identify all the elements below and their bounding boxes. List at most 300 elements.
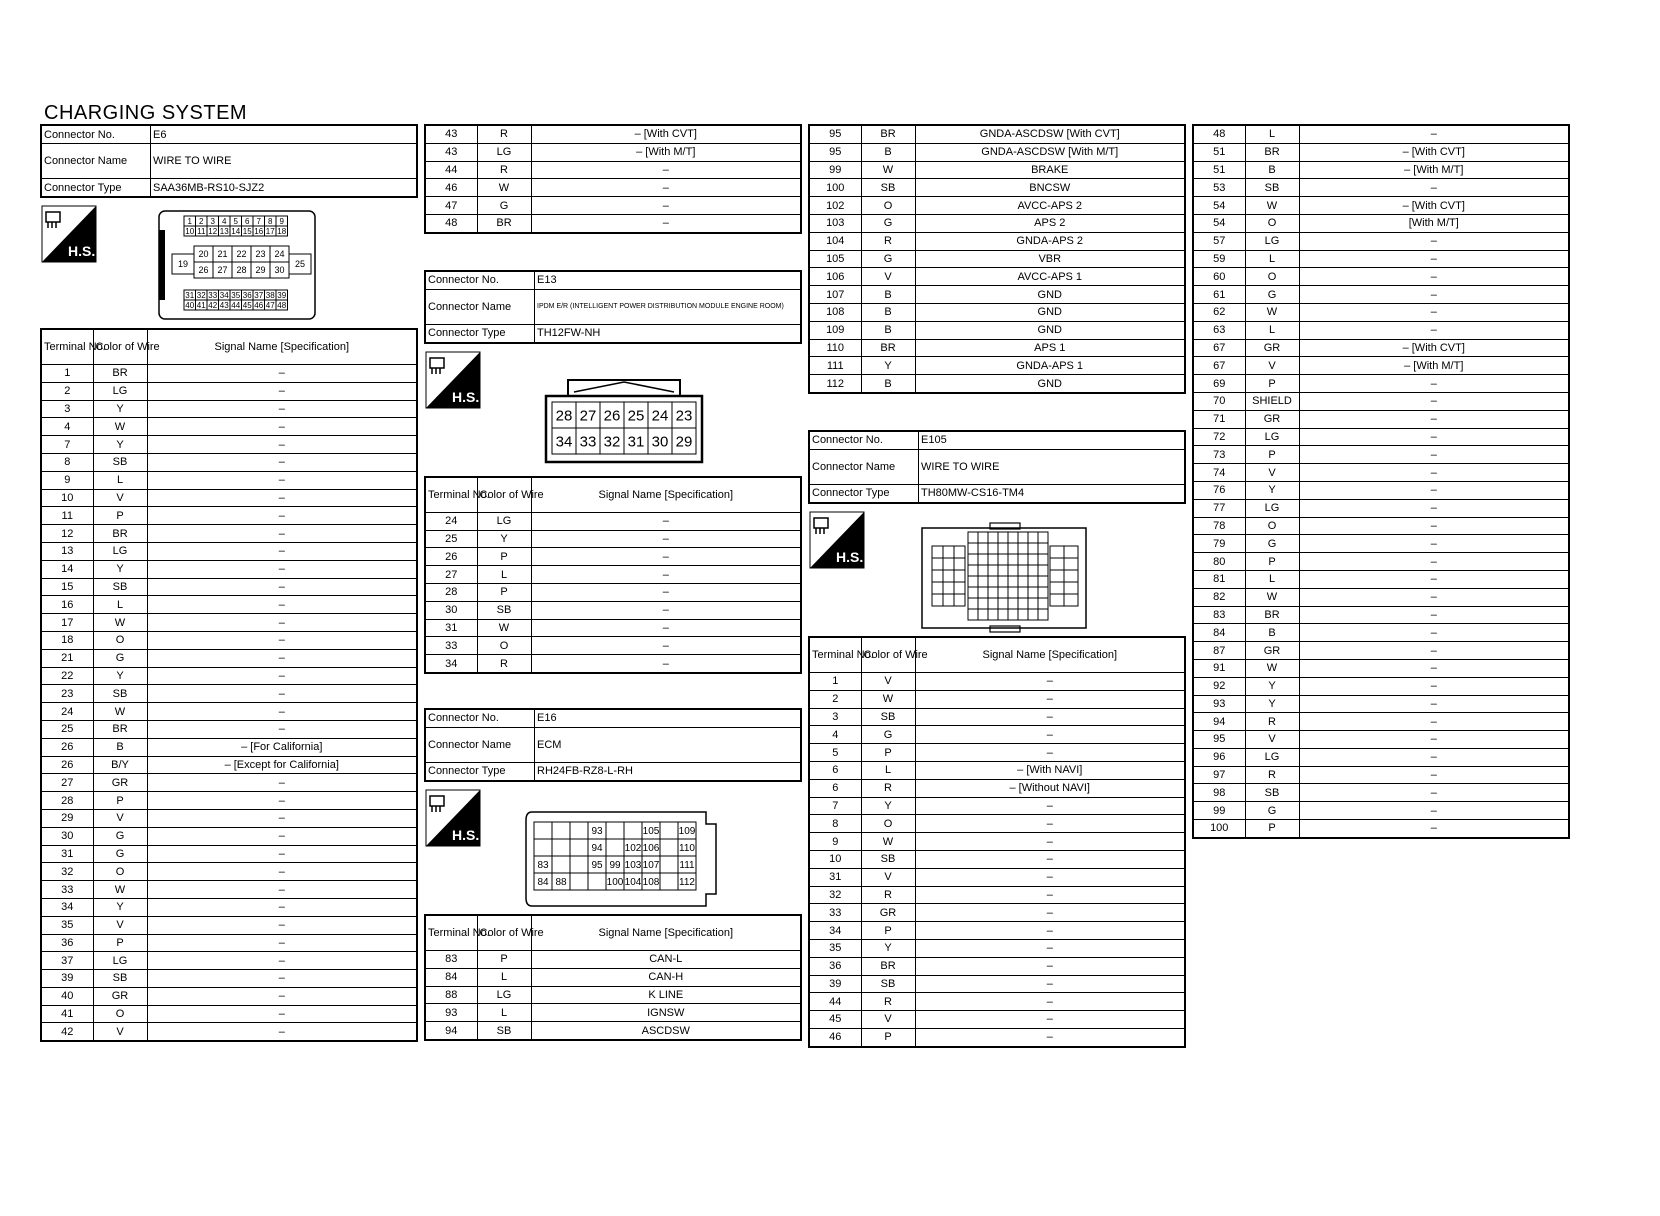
table-row [1193, 570, 1569, 588]
connector-type-label: Connector Type [425, 324, 535, 343]
hs-icon [810, 512, 864, 568]
table-row [1193, 410, 1569, 428]
terminal-cell: 99 [809, 161, 861, 179]
signal-name-cell: – [1299, 392, 1569, 410]
column-2 [424, 124, 802, 1041]
pin-label: 10 [185, 226, 195, 236]
terminal-cell: 43 [425, 125, 477, 143]
table-row [1193, 339, 1569, 357]
terminal-cell: 13 [41, 542, 93, 560]
connector-name-value: IPDM E/R (INTELLIGENT POWER DISTRIBUTION MODULE ENGINE ROOM) [535, 289, 802, 324]
terminal-cell: 33 [425, 637, 477, 655]
signal-name-cell: GND [915, 375, 1185, 393]
signal-name-cell: APS 2 [915, 214, 1185, 232]
table-row [809, 1011, 1185, 1029]
terminal-cell: 3 [809, 708, 861, 726]
terminal-cell: 104 [809, 232, 861, 250]
wire-color-cell: R [1245, 766, 1299, 784]
table-row [1193, 731, 1569, 749]
terminal-cell: 84 [425, 968, 477, 986]
wire-color-cell: SB [93, 685, 147, 703]
wire-color-cell: W [93, 881, 147, 899]
pin-label: 109 [678, 826, 696, 838]
pin-label: 32 [603, 433, 621, 451]
signal-name-cell: – [1299, 553, 1569, 571]
wire-color-cell: Y [861, 797, 915, 815]
table-row [41, 578, 417, 596]
table-row [1193, 588, 1569, 606]
pin-label: 22 [236, 249, 247, 260]
wire-color-cell: G [861, 250, 915, 268]
signal-name-cell: – [147, 631, 417, 649]
wire-color-cell: Y [1245, 695, 1299, 713]
wire-color-cell: G [1245, 286, 1299, 304]
terminal-cell: 30 [41, 827, 93, 845]
connector-no-value: E6 [151, 125, 418, 144]
terminal-cell: 81 [1193, 570, 1245, 588]
pin-label: 46 [254, 300, 264, 310]
pin-label: 100 [606, 877, 624, 889]
signal-name-cell: – [915, 1028, 1185, 1046]
wire-color-cell: V [93, 916, 147, 934]
pin-label: 110 [679, 843, 695, 855]
table-row [1193, 553, 1569, 571]
pin-label: 24 [274, 249, 285, 260]
table-row [1193, 820, 1569, 838]
table-row [1193, 748, 1569, 766]
wire-color-cell: SB [1245, 784, 1299, 802]
connector-name-value: WIRE TO WIRE [151, 144, 418, 179]
wire-color-cell: W [477, 179, 531, 197]
table-row [425, 179, 801, 197]
terminal-cell: 25 [425, 530, 477, 548]
table-row [425, 1004, 801, 1022]
wire-color-cell: L [1245, 321, 1299, 339]
wire-color-cell: Y [1245, 481, 1299, 499]
signal-name-cell: – [1299, 748, 1569, 766]
signal-name-cell: – [147, 365, 417, 383]
terminal-cell: 31 [809, 868, 861, 886]
e105-connector-face [920, 522, 1090, 632]
terminal-cell: 11 [41, 507, 93, 525]
pin-label: 20 [198, 249, 209, 260]
wire-color-cell: G [477, 197, 531, 215]
color-of-wire-header: Color of Wire [93, 329, 147, 365]
signal-name-cell: AVCC-APS 2 [915, 197, 1185, 215]
table-row [1193, 446, 1569, 464]
table-row [41, 453, 417, 471]
terminal-cell: 88 [425, 986, 477, 1004]
signal-name-cell: – [147, 418, 417, 436]
terminal-cell: 44 [425, 161, 477, 179]
signal-name-cell: – [147, 1005, 417, 1023]
wire-color-cell: O [477, 637, 531, 655]
signal-name-cell: – [147, 720, 417, 738]
terminal-cell: 5 [809, 744, 861, 762]
wire-color-cell: LG [477, 512, 531, 530]
table-row [1193, 642, 1569, 660]
pin-label: 9 [279, 216, 284, 226]
wire-color-cell: P [1245, 375, 1299, 393]
table-row [1193, 659, 1569, 677]
signal-name-cell: – [With NAVI] [915, 761, 1185, 779]
pin-label: 36 [242, 290, 252, 300]
wire-color-cell: BR [93, 365, 147, 383]
wire-color-cell: G [93, 827, 147, 845]
wire-color-cell: R [477, 161, 531, 179]
wire-color-cell: R [477, 125, 531, 143]
terminal-cell: 48 [1193, 125, 1245, 143]
table-row [1193, 606, 1569, 624]
terminal-no-header: Terminal No. [425, 915, 477, 951]
wire-color-cell: O [861, 815, 915, 833]
connector-name-label: Connector Name [425, 289, 535, 324]
pin-label: 24 [651, 407, 669, 425]
terminal-cell: 47 [425, 197, 477, 215]
terminal-cell: 107 [809, 286, 861, 304]
wire-color-cell: SB [477, 601, 531, 619]
signal-name-cell: – [915, 815, 1185, 833]
svg-text:H.S.: H.S. [68, 243, 96, 259]
wire-color-cell: Y [93, 898, 147, 916]
signal-name-cell: – [147, 970, 417, 988]
pin-label: 34 [219, 290, 229, 300]
wire-color-cell: SB [93, 453, 147, 471]
table-row [41, 365, 417, 383]
terminal-cell: 69 [1193, 375, 1245, 393]
connector-type-label: Connector Type [425, 762, 535, 781]
table-row [425, 655, 801, 673]
terminal-cell: 26 [41, 738, 93, 756]
pin-label: 95 [591, 860, 603, 872]
terminal-cell: 2 [41, 382, 93, 400]
connector-no-label: Connector No. [425, 271, 535, 290]
signal-name-cell: – [531, 655, 801, 673]
pin-label: 107 [642, 860, 660, 872]
signal-name-cell: – [147, 560, 417, 578]
connector-name-label: Connector Name [809, 449, 919, 484]
table-row [41, 400, 417, 418]
pin-label: 30 [274, 265, 285, 276]
terminal-cell: 59 [1193, 250, 1245, 268]
signal-name-cell: – [1299, 784, 1569, 802]
color-of-wire-header: Color of Wire [861, 637, 915, 673]
table-row [809, 143, 1185, 161]
signal-name-cell: – [915, 833, 1185, 851]
terminal-cell: 102 [809, 197, 861, 215]
terminal-cell: 34 [425, 655, 477, 673]
signal-name-cell: – [915, 957, 1185, 975]
terminal-cell: 94 [1193, 713, 1245, 731]
column-3 [808, 124, 1186, 1048]
signal-name-cell: – [1299, 642, 1569, 660]
signal-name-cell: [With M/T] [1299, 214, 1569, 232]
table-row [809, 993, 1185, 1011]
svg-text:H.S.: H.S. [836, 548, 864, 565]
connector-name-value: ECM [535, 727, 802, 762]
connector-e105-info [808, 430, 1186, 504]
signal-name-cell: – [147, 809, 417, 827]
terminal-cell: 95 [809, 125, 861, 143]
table-row [41, 667, 417, 685]
signal-name-cell: – [147, 471, 417, 489]
wire-color-cell: O [93, 631, 147, 649]
table-row [809, 904, 1185, 922]
column-4 [1192, 124, 1570, 839]
signal-name-cell: – [1299, 446, 1569, 464]
wire-color-cell: SB [861, 179, 915, 197]
hs-icon [42, 206, 96, 262]
terminal-cell: 93 [1193, 695, 1245, 713]
table-row [1193, 499, 1569, 517]
wire-color-cell: B [93, 738, 147, 756]
terminal-cell: 10 [41, 489, 93, 507]
wire-color-cell: P [93, 792, 147, 810]
signal-name-cell: – [With M/T] [1299, 357, 1569, 375]
terminal-cell: 62 [1193, 303, 1245, 321]
signal-name-cell: – [1299, 499, 1569, 517]
table-row [1193, 214, 1569, 232]
wire-color-cell: BR [861, 339, 915, 357]
terminal-cell: 6 [809, 779, 861, 797]
table-row [1193, 197, 1569, 215]
pin-label: 44 [231, 300, 241, 310]
pin-label: 112 [679, 877, 695, 889]
terminal-cell: 44 [809, 993, 861, 1011]
table-row [809, 833, 1185, 851]
e16-connector-face [524, 810, 720, 910]
wire-color-cell: R [861, 993, 915, 1011]
wire-color-cell: V [861, 268, 915, 286]
signal-name-cell: – [915, 886, 1185, 904]
terminal-cell: 46 [425, 179, 477, 197]
connector-e13-info [424, 270, 802, 344]
signal-name-cell: – [147, 863, 417, 881]
wire-color-cell: L [1245, 125, 1299, 143]
wire-color-cell: V [93, 489, 147, 507]
signal-name-cell: – [1299, 606, 1569, 624]
color-of-wire-header: Color of Wire [477, 477, 531, 513]
terminal-cell: 4 [41, 418, 93, 436]
table-row [809, 339, 1185, 357]
table-row [809, 125, 1185, 143]
terminal-cell: 60 [1193, 268, 1245, 286]
terminal-no-header: Terminal No. [41, 329, 93, 365]
table-row [1193, 268, 1569, 286]
terminal-cell: 15 [41, 578, 93, 596]
terminal-cell: 77 [1193, 499, 1245, 517]
pin-label: 33 [579, 433, 597, 451]
pin-label: 47 [265, 300, 275, 310]
signal-name-cell: – [531, 548, 801, 566]
wire-color-cell: W [861, 161, 915, 179]
signal-name-cell: – [147, 987, 417, 1005]
pin-label: 18 [277, 226, 287, 236]
connector-name-label: Connector Name [425, 727, 535, 762]
wire-color-cell: V [861, 868, 915, 886]
table-row [41, 614, 417, 632]
connector-e105-diagram [808, 504, 1186, 636]
table-row [1193, 321, 1569, 339]
signal-name-cell: – [531, 197, 801, 215]
signal-name-cell: – [915, 904, 1185, 922]
signal-name-cell: – [1299, 179, 1569, 197]
pin-label: 16 [254, 226, 264, 236]
table-row [41, 970, 417, 988]
table-row [425, 530, 801, 548]
table-row [425, 968, 801, 986]
terminal-cell: 21 [41, 649, 93, 667]
signal-name-cell: – [Except for California] [147, 756, 417, 774]
terminal-cell: 51 [1193, 143, 1245, 161]
pin-label: 99 [609, 860, 621, 872]
signal-name-cell: – [147, 436, 417, 454]
table-row [41, 738, 417, 756]
signal-name-cell: – [147, 400, 417, 418]
table-row [1193, 286, 1569, 304]
wire-color-cell: W [1245, 303, 1299, 321]
table-row [41, 703, 417, 721]
table-row [1193, 179, 1569, 197]
signal-name-cell: GNDA-ASCDSW [With CVT] [915, 125, 1185, 143]
table-row [809, 779, 1185, 797]
table-row [41, 863, 417, 881]
terminal-cell: 25 [41, 720, 93, 738]
table-row [41, 845, 417, 863]
signal-name-cell: – [915, 993, 1185, 1011]
pin-label: 21 [217, 249, 228, 260]
signal-name-cell: – [1299, 588, 1569, 606]
wire-color-cell: BR [1245, 143, 1299, 161]
terminal-cell: 9 [41, 471, 93, 489]
wire-color-cell: Y [477, 530, 531, 548]
signal-name-cell: – [With CVT] [1299, 339, 1569, 357]
table-row [1193, 535, 1569, 553]
pin-label: 23 [675, 407, 693, 425]
table-row [1193, 464, 1569, 482]
wire-color-cell: LG [1245, 499, 1299, 517]
table-row [1193, 232, 1569, 250]
wire-color-cell: Y [93, 667, 147, 685]
connector-name-label: Connector Name [41, 144, 151, 179]
wire-color-cell: G [1245, 802, 1299, 820]
terminal-cell: 51 [1193, 161, 1245, 179]
terminal-cell: 16 [41, 596, 93, 614]
wire-color-cell: R [1245, 713, 1299, 731]
column-1 [40, 124, 418, 1042]
signal-name-cell: AVCC-APS 1 [915, 268, 1185, 286]
signal-name-cell: – [915, 922, 1185, 940]
pin-label: 31 [185, 290, 195, 300]
wire-color-cell: R [477, 655, 531, 673]
wire-color-cell: LG [477, 143, 531, 161]
table-row [41, 436, 417, 454]
table-row [1193, 677, 1569, 695]
pin-label: 8 [268, 216, 273, 226]
wire-color-cell: Y [93, 436, 147, 454]
table-row [809, 868, 1185, 886]
signal-name-header: Signal Name [Specification] [531, 915, 801, 951]
wire-color-cell: W [1245, 659, 1299, 677]
connector-e13-diagram [424, 344, 802, 476]
connector-name-value: WIRE TO WIRE [919, 449, 1186, 484]
signal-name-cell: – [Without NAVI] [915, 779, 1185, 797]
terminal-no-header: Terminal No. [809, 637, 861, 673]
table-row [809, 708, 1185, 726]
signal-name-cell: – [1299, 481, 1569, 499]
pin-label: 84 [537, 877, 549, 889]
pin-label: 33 [208, 290, 218, 300]
terminal-cell: 12 [41, 525, 93, 543]
signal-name-cell: – [915, 708, 1185, 726]
signal-name-cell: – [531, 530, 801, 548]
signal-name-cell: GNDA-ASCDSW [With M/T] [915, 143, 1185, 161]
wire-color-cell: GR [1245, 642, 1299, 660]
table-row [809, 957, 1185, 975]
signal-name-cell: – [1299, 268, 1569, 286]
wire-color-cell: V [1245, 464, 1299, 482]
signal-name-cell: – [1299, 820, 1569, 838]
wire-color-cell: G [93, 649, 147, 667]
terminal-cell: 6 [809, 761, 861, 779]
wire-color-cell: W [861, 690, 915, 708]
signal-name-cell: – [915, 850, 1185, 868]
signal-name-cell: – [147, 685, 417, 703]
wire-color-cell: L [861, 761, 915, 779]
signal-name-cell: – [With M/T] [531, 143, 801, 161]
pin-label: 38 [265, 290, 275, 300]
terminal-cell: 36 [41, 934, 93, 952]
table-row [425, 637, 801, 655]
terminal-cell: 27 [425, 566, 477, 584]
wire-color-cell: Y [93, 560, 147, 578]
table-row [809, 744, 1185, 762]
signal-name-cell: – [147, 507, 417, 525]
terminal-cell: 3 [41, 400, 93, 418]
terminal-cell: 45 [809, 1011, 861, 1029]
table-row [809, 726, 1185, 744]
wire-color-cell: O [93, 863, 147, 881]
signal-name-cell: – [531, 583, 801, 601]
signal-name-cell: – [1299, 375, 1569, 393]
table-row [809, 939, 1185, 957]
wire-color-cell: Y [861, 357, 915, 375]
wire-color-cell: B [1245, 161, 1299, 179]
terminal-cell: 93 [425, 1004, 477, 1022]
table-row [41, 649, 417, 667]
terminal-cell: 32 [41, 863, 93, 881]
terminal-cell: 70 [1193, 392, 1245, 410]
pin-label: 1 [187, 216, 192, 226]
terminal-cell: 100 [1193, 820, 1245, 838]
signal-name-cell: – [915, 726, 1185, 744]
table-row [41, 881, 417, 899]
signal-name-cell: GND [915, 303, 1185, 321]
table-row [425, 986, 801, 1004]
signal-name-cell: – [1299, 286, 1569, 304]
terminal-cell: 24 [425, 512, 477, 530]
terminal-cell: 53 [1193, 179, 1245, 197]
signal-name-cell: GNDA-APS 2 [915, 232, 1185, 250]
table-row [41, 898, 417, 916]
pin-label: 27 [579, 407, 597, 425]
pin-label: 25 [627, 407, 645, 425]
pin-label: 93 [591, 826, 603, 838]
wire-color-cell: B [861, 286, 915, 304]
wire-color-cell: LG [93, 952, 147, 970]
wire-color-cell: W [861, 833, 915, 851]
wire-color-cell: R [861, 779, 915, 797]
